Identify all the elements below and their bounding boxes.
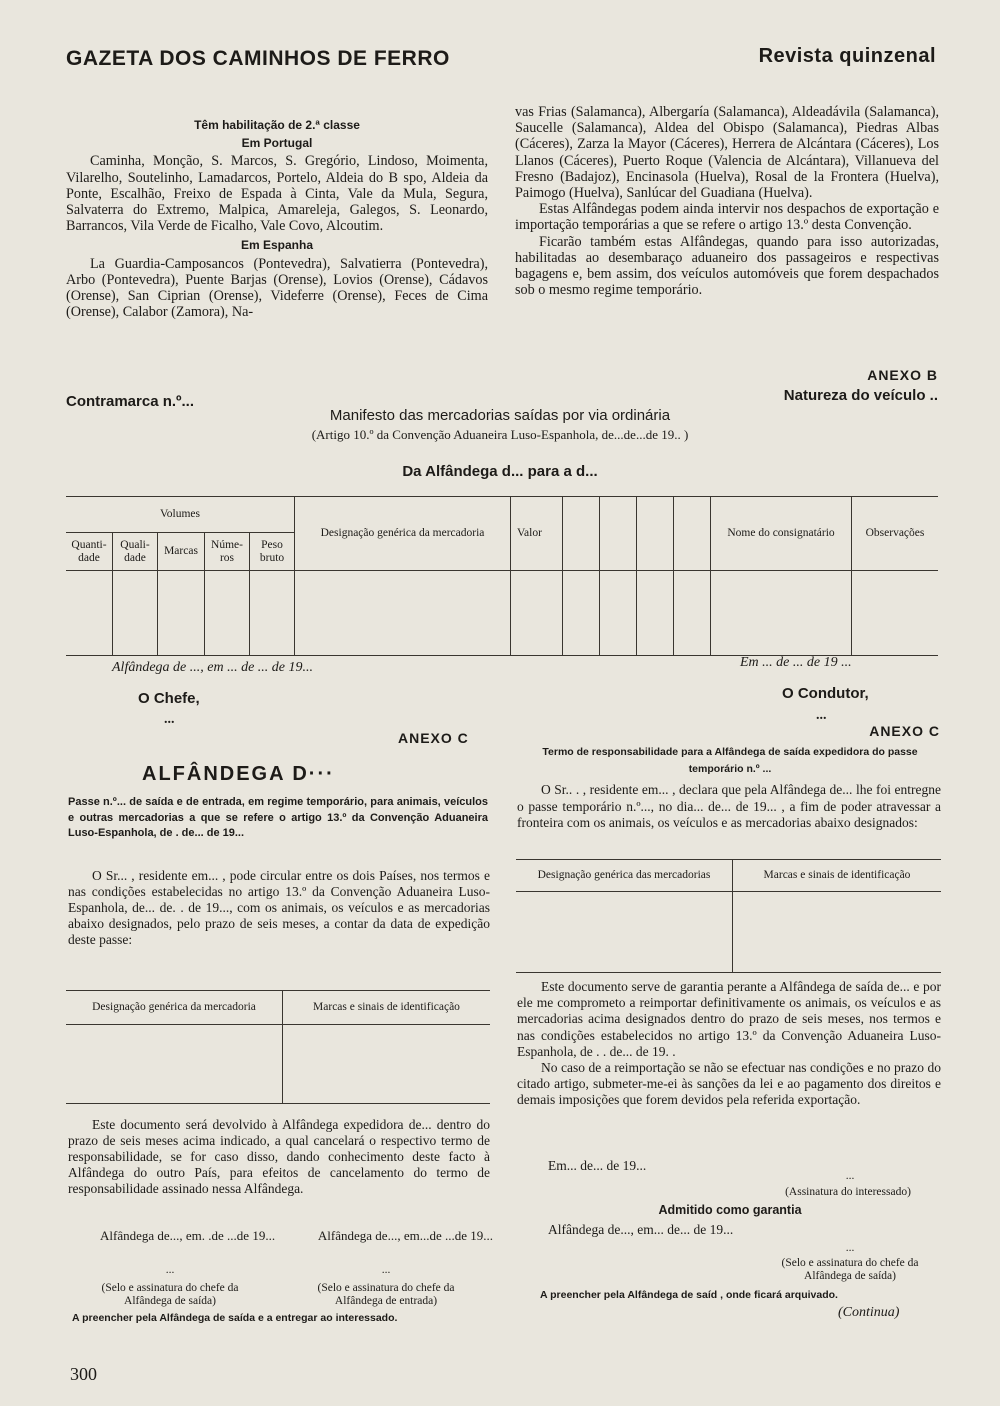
th-quantidade: Quanti-dade	[66, 533, 113, 571]
dots-saida: ...	[165, 1264, 175, 1276]
termo-body	[517, 782, 941, 832]
sig-entrada: (Selo e assinatura do chefe da Alfândega de entrada)	[317, 1282, 455, 1307]
termo-sig-interessado: (Assinatura do interessado)	[785, 1186, 911, 1198]
termo-sig-chefe: (Selo e assinatura do chefe da Alfândega de saída)	[781, 1257, 919, 1282]
th-qualidade: Quali-dade	[113, 533, 158, 571]
th-observacoes: Observações	[852, 497, 939, 571]
paragraph-exportacao: Estas Alfândegas podem ainda intervir nos despachos de exportação e importação temporárias a que se refere o artigo 13.º desta Convenção.	[515, 201, 939, 234]
espanha-list: La Guardia-Camposancos (Pontevedra), Salvatierra (Pontevedra), Arbo (Pontevedra), Puente Barjas (Orense), Lovios (Orense), Cádavos (Orense), San Ciprian (Orense), Videferre (Orense), Feces de Cima (Orense), Calabor (Zamora), Na-	[66, 255, 488, 321]
passe-closing	[68, 1117, 490, 1197]
manifesto-title: Manifesto das mercadorias saídas por via ordinária	[329, 407, 671, 424]
manifest-table	[66, 496, 938, 656]
sig-saida: (Selo e assinatura do chefe da Alfândega de saída)	[101, 1282, 239, 1307]
termo-title: Termo de responsabilidade para a Alfândega de saída expedidora do passe temporário n.º ...	[542, 746, 918, 775]
spain-customs-list: vas Frias (Salamanca), Albergaría (Salamanca), Aldeadávila (Salamanca), Saucelle (Salamanca), Aldea del Obispo (Salamanca), Piedras Albas (Cáceres), Zarza la Mayor (Cáceres), Herrera de Alcántara (Cáceres), Los Llanos (Cáceres), Puerto Roque (Valencia de Alcántara), Villanueva del Fresno (Badajoz), Encinasola (Huelva), Rosal de la Frontera (Huelva), Paimogo (Huelva), Sanlúcar del Guadiana (Huelva).	[515, 104, 939, 202]
anexo-b-date-right: Em ... de ... de 19 ...	[740, 655, 852, 670]
anexo-c-right-label: ANEXO C	[869, 723, 940, 739]
condutor-label: O Condutor,	[782, 685, 869, 702]
th-designacao: Designação genérica da mercadoria	[295, 497, 511, 571]
left-column	[66, 117, 488, 320]
th-consignatario: Nome do consignatário	[711, 497, 852, 571]
left-footer-note: A preencher pela Alfândega de saída e a entregar ao interessado.	[72, 1312, 398, 1324]
passe-body-text: O Sr... , residente em... , pode circular entre os dois Países, nos termos e nas condições estabelecidas no artigo 13.º da Convenção Aduaneira Luso-Espanhola, de... de. . de 19..., com os animais, os veículos e as mercadorias abaixo designados, pelo prazo de seis meses, a contar da data de expedição deste passe:	[68, 868, 490, 947]
alfandega-title: ALFÂNDEGA D···	[142, 763, 335, 785]
termo-paragraphs	[517, 979, 941, 1109]
termo-sancoes: No caso de a reimportação se não se efectuar nas condições e no prazo do citado artigo, submeter-me-ei às sanções da lei e ao pagamento dos direitos e demais imposições que forem devidos pela referida exportação.	[517, 1060, 941, 1108]
journal-title: GAZETA DOS CAMINHOS DE FERRO	[66, 47, 450, 70]
termo-body-text: O Sr.. . , residente em... , declara que pela Alfândega de... lhe foi entregne o passe temporário n.º..., no dia... de... de 19... , a fim de poder atravessar a fronteira com os animais, os veículos e as mercadorias abaixo designados:	[517, 782, 941, 830]
th-valor: Valor	[511, 497, 563, 571]
th-marcas: Marcas	[158, 533, 205, 571]
th-peso: Peso bruto	[250, 533, 295, 571]
paragraph-passageiros: Ficarão também estas Alfândegas, quando para isso autorizadas, habilitadas ao desembaraço aduaneiro dos passageiros e respectivas bagagens e, bem assim, dos veículos automóveis que forem despachados sob o mesmo regime temporário.	[515, 233, 939, 299]
class-heading: Têm habilitação de 2.ª classe	[194, 118, 360, 132]
anexo-c-left-label: ANEXO C	[398, 730, 469, 746]
passe-th-designacao: Designação genérica da mercadoria	[66, 991, 283, 1025]
manifesto-route: Da Alfândega d... para a d...	[402, 463, 598, 480]
journal-subtitle: Revista quinzenal	[758, 45, 936, 67]
chefe-dots: ...	[164, 712, 175, 727]
portugal-heading: Em Portugal	[241, 136, 313, 151]
condutor-dots: ...	[816, 708, 827, 723]
anexo-b-label: ANEXO B	[867, 367, 938, 383]
termo-th-designacao: Designação genérica das mercadorias	[516, 860, 733, 892]
anexo-b-date-left: Alfândega de ..., em ... de ... de 19...	[112, 660, 314, 675]
admitido-garantia: Admitido como garantia	[658, 1203, 802, 1217]
chefe-label: O Chefe,	[138, 690, 200, 707]
right-column	[515, 104, 939, 298]
page-number: 300	[70, 1364, 97, 1384]
contramarca: Contramarca n.º...	[66, 393, 195, 410]
termo-th-marcas: Marcas e sinais de identificação	[733, 860, 942, 892]
termo-table	[516, 859, 941, 973]
continua: (Continua)	[838, 1305, 900, 1320]
espanha-heading: Em Espanha	[240, 238, 314, 253]
termo-garantia: Este documento serve de garantia perante a Alfândega de saída de... e por ele me comprometo a reimportar definitivamente os animais, os veículos e as mercadorias acima designados dentro do prazo de seis meses, nos termos e nas condições estabelecidos no artigo 13.º da Convenção Aduaneira Luso-Espanhola, de . . de... de 19. .	[517, 979, 941, 1059]
passe-th-marcas: Marcas e sinais de identificação	[283, 991, 491, 1025]
date-saida: Alfândega de..., em. .de ...de 19...	[100, 1228, 276, 1243]
termo-date2: Alfândega de..., em... de... de 19...	[548, 1222, 734, 1237]
natureza-veiculo: Natureza do veículo ..	[783, 387, 938, 404]
termo-dots1: ...	[845, 1170, 855, 1182]
passe-body	[68, 868, 490, 948]
passe-table	[66, 990, 490, 1104]
passe-heading: Passe n.º... de saída e de entrada, em regime temporário, para animais, veículos e outras mercadorias a que se refere o artigo 13.º da Convenção Aduaneira Luso-Espanhola, de . de... de 19...	[68, 796, 488, 839]
th-numeros: Núme-ros	[205, 533, 250, 571]
manifesto-subtitle: (Artigo 10.º da Convenção Aduaneira Luso-Espanhola, de...de...de 19.. )	[311, 427, 689, 442]
termo-date: Em... de... de 19...	[548, 1158, 647, 1173]
passe-closing-text: Este documento será devolvido à Alfândega expedidora de... dentro do prazo de seis meses acima indicado, a qual cancelará o respectivo termo de responsabilidade, se for caso disso, dando conhecimento deste facto à Alfândega do outro País, para efeitos de cancelamento do termo de responsabilidade assinado nessa Alfândega.	[68, 1117, 490, 1196]
th-volumes: Volumes	[66, 497, 295, 533]
termo-dots2: ...	[845, 1242, 855, 1254]
right-footer-note: A preencher pela Alfândega de saíd , onde ficará arquivado.	[540, 1289, 838, 1301]
portugal-list: Caminha, Monção, S. Marcos, S. Gregório, Lindoso, Moimenta, Vilarelho, Soutelinho, Lamadarcos, Portelo, Aldeia do B spo, Aldeia da Ponte, Escalhão, Freixo de Espada à Cinta, Vale da Mula, Segura, Salvaterra do Extremo, Malpica, Amareleja, Galegos, S. Leonardo, Barrancos, Vila Verde de Ficalho, Vale Covo, Alcoutim.	[66, 153, 488, 235]
date-entrada: Alfândega de..., em...de ...de 19...	[317, 1228, 493, 1243]
dots-entrada: ...	[381, 1264, 391, 1276]
